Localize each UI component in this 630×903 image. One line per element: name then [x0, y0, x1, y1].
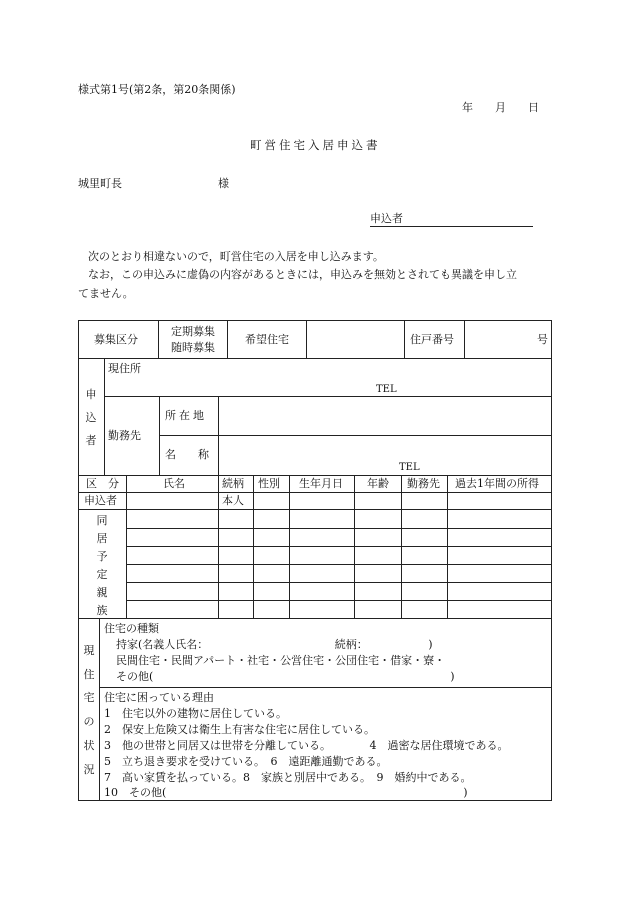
family-vertical-4: 定	[96, 568, 108, 581]
zuiji-boshu-option[interactable]: 随時募集	[171, 341, 215, 354]
housing-type-title: 住宅の種類	[104, 622, 159, 635]
col-relation: 続柄	[222, 477, 244, 490]
status-vertical-5: 状	[83, 739, 95, 752]
current-address-label: 現住所	[108, 362, 141, 375]
col-income: 過去1年間の所得	[455, 477, 539, 490]
row-applicant-label: 申込者	[84, 494, 117, 507]
workplace-name-label: 名 称	[165, 448, 209, 461]
reason-title: 住宅に困っている理由	[104, 691, 214, 704]
boshu-kubun-label: 募集区分	[94, 333, 138, 346]
col-birthdate: 生年月日	[299, 477, 343, 490]
workplace-location-label: 所在地	[165, 409, 207, 422]
housing-type-other[interactable]: その他( )	[116, 670, 455, 683]
date-field[interactable]: 年 月 日	[462, 101, 539, 114]
intro-paragraph-2: なお，この申込みに虚偽の内容があるときには，申込みを無効とされても異議を申し立	[88, 268, 517, 281]
applicant-label: 申込者	[370, 212, 403, 225]
workplace-label: 勤務先	[108, 429, 141, 442]
intro-paragraph-1: 次のとおり相違ないので，町営住宅の入居を申し込みます。	[88, 250, 384, 263]
col-kubun: 区 分	[86, 477, 119, 490]
reason-2[interactable]: 2 保安上危険又は衛生上有害な住宅に居住している。	[104, 723, 375, 736]
honnin-label: 本人	[222, 494, 244, 507]
status-vertical-2: 住	[83, 668, 95, 681]
application-form-table	[78, 320, 552, 801]
status-vertical-4: の	[83, 715, 95, 728]
addressee: 城里町長	[78, 177, 122, 190]
juko-bango-label: 住戸番号	[410, 333, 454, 346]
teiki-boshu-option[interactable]: 定期募集	[171, 325, 215, 338]
kibo-jutaku-label: 希望住宅	[245, 333, 289, 346]
family-vertical-1: 同	[96, 514, 108, 527]
applicant-vertical-3: 者	[85, 434, 97, 447]
col-name: 氏名	[163, 477, 185, 490]
applicant-signature-line[interactable]	[370, 212, 533, 227]
addressee-sama: 様	[218, 177, 229, 190]
status-vertical-3: 宅	[83, 691, 95, 704]
workplace-tel-label: TEL	[399, 462, 420, 473]
reason-3-4[interactable]: 3 他の世帯と同居又は世帯を分離している。 4 過密な居住環境である。	[104, 739, 509, 752]
housing-type-owned[interactable]: 持家(名義人氏名： 続柄： )	[116, 638, 433, 651]
applicant-vertical-2: 込	[85, 411, 97, 424]
reason-1[interactable]: 1 住宅以外の建物に居住している。	[104, 707, 287, 720]
col-sex: 性別	[258, 477, 280, 490]
col-age: 年齢	[367, 477, 389, 490]
reason-5-6[interactable]: 5 立ち退き要求を受けている。 6 遠距離通勤である。	[104, 755, 388, 768]
applicant-vertical-1: 申	[85, 388, 97, 401]
page-title: 町営住宅入居申込書	[250, 138, 381, 152]
go-label: 号	[537, 333, 548, 346]
col-workplace: 勤務先	[407, 477, 440, 490]
intro-paragraph-2-cont: てません。	[78, 287, 134, 300]
reason-7-9[interactable]: 7 高い家賃を払っている。8 家族と別居中である。 9 婚約中である。	[104, 771, 472, 784]
address-tel-label: TEL	[376, 384, 397, 395]
form-number: 様式第1号(第2条，第20条関係)	[78, 83, 236, 96]
family-vertical-2: 居	[96, 532, 108, 545]
reason-10[interactable]: 10 その他( )	[104, 786, 468, 799]
family-vertical-6: 族	[96, 604, 108, 617]
housing-type-list[interactable]: 民間住宅・民間アパート・社宅・公営住宅・公団住宅・借家・寮・	[116, 654, 446, 667]
status-vertical-1: 現	[83, 644, 95, 657]
family-vertical-5: 親	[96, 586, 108, 599]
family-vertical-3: 予	[96, 550, 108, 563]
status-vertical-6: 況	[83, 763, 95, 776]
